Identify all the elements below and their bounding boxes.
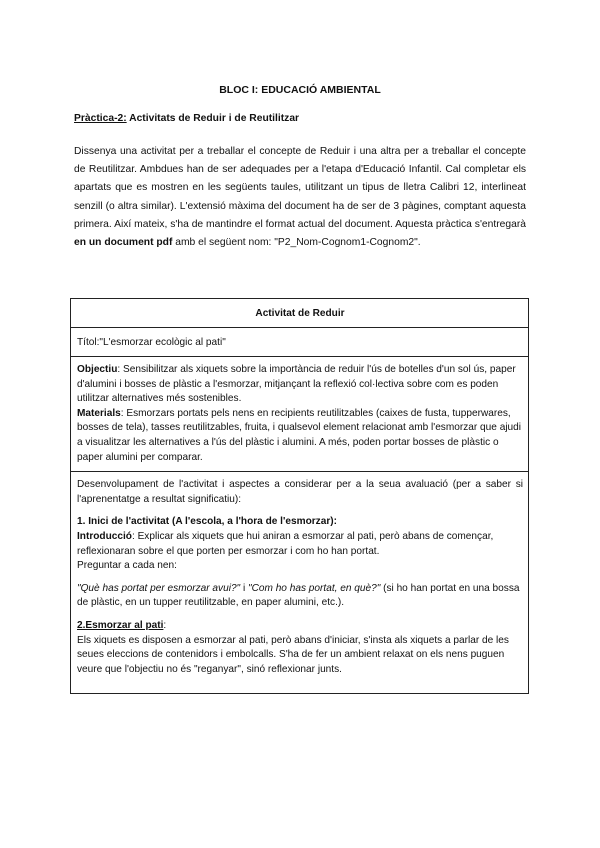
step1-intro-label: Introducció — [77, 530, 132, 542]
practice-subtitle — [74, 113, 534, 124]
activity-table — [70, 298, 529, 694]
step1-questions — [77, 582, 523, 611]
step1-intro-text: : Explicar als xiquets que hui aniran a esmorzar al pati, però abans de començar, reflexionaran sobre el que porten per esmorzar i com ho han portat. — [77, 530, 494, 557]
intro-text-2: amb el següent nom: "P2_Nom-Cognom1-Cognom2". — [172, 237, 421, 249]
objective-text: : Sensibilitzar als xiquets sobre la importància de reduir l'ús de botelles d'un sol ús, paper d'alumini i bosses de plàstic a l'esmorzar, mitjançant la reflexió col·lectiva sobre com es poden utilitzar alternatives més sostenibles. — [77, 364, 516, 405]
question-2: "Com ho has portat, en què?" — [248, 582, 381, 594]
activity-title: Títol:"L'esmorzar ecològic al pati" — [71, 328, 529, 357]
question-tail: (si ho han portat en una bossa de plàstic, en un tupper reutilitzable, en paper alumini, etc.). — [77, 582, 520, 609]
step2-heading: 2.Esmorzar al pati — [77, 619, 164, 631]
materials-label: Materials — [77, 407, 121, 419]
practice-label: Pràctica-2: — [74, 113, 127, 124]
intro-bold-pdf: en un document pdf — [74, 237, 173, 249]
development-cell — [71, 472, 529, 694]
question-1: "Què has portat per esmorzar avui?" — [77, 582, 241, 594]
step2-colon: : — [163, 619, 167, 631]
materials-text: : Esmorzars portats pels nens en recipients reutilitzables (caixes de fusta, tupperwares, bosses de tela), tasses reutilitzables, fruita, i qualsevol element relacionat amb l'esmorzar que ajudi a visualitzar les alternatives a l'ús del plàstic i alumini. A més, poden portar bosses de plàstic o paper alumini per comparar. — [77, 407, 522, 463]
question-joiner: i — [240, 582, 248, 594]
step2-text: Els xiquets es disposen a esmorzar al pati, però abans d'iniciar, s'insta als xiquets a parlar de les seues eleccions de contenidors i embolcalls. S'ha de fer un ambient relaxat on els nens puguen veure que l'objectiu no és "reganyar", sinó reflexionar junts. — [77, 634, 509, 675]
table-header: Activitat de Reduir — [71, 299, 529, 328]
page-title: BLOC I: EDUCACIÓ AMBIENTAL — [219, 84, 381, 96]
practice-title: Activitats de Reduir i de Reutilitzar — [126, 113, 300, 124]
objective-materials-cell — [71, 357, 529, 472]
development-intro: Desenvolupament de l'activitat i aspectes a considerar per a la seua avaluació (per a saber si l'aprenentatge a resultat significatiu): — [77, 479, 523, 505]
step1-heading: 1. Inici de l'activitat (A l'escola, a l'hora de l'esmorzar): — [77, 516, 337, 528]
step1-ask: Preguntar a cada nen: — [77, 560, 177, 572]
intro-text-1: Dissenya una activitat per a treballar el concepte de Reduir i una altra per a treballar el concepte de Reutilitzar. Ambdues han de ser adequades per a l'etapa d'Educació Infantil. Cal completar els apartats que es mostren en les següents taules, utilitzant un tipus de lletra Calibri 12, interlineat senzill (o altra similar). L'extensió màxima del document ha de ser de 3 pàgines, comptant aquesta primera. Així mateix, s'ha de mantindre el format actual del document. Aquesta pràctica s'entregarà — [74, 146, 526, 230]
objective-label: Objectiu — [77, 364, 118, 375]
intro-paragraph — [74, 143, 526, 252]
